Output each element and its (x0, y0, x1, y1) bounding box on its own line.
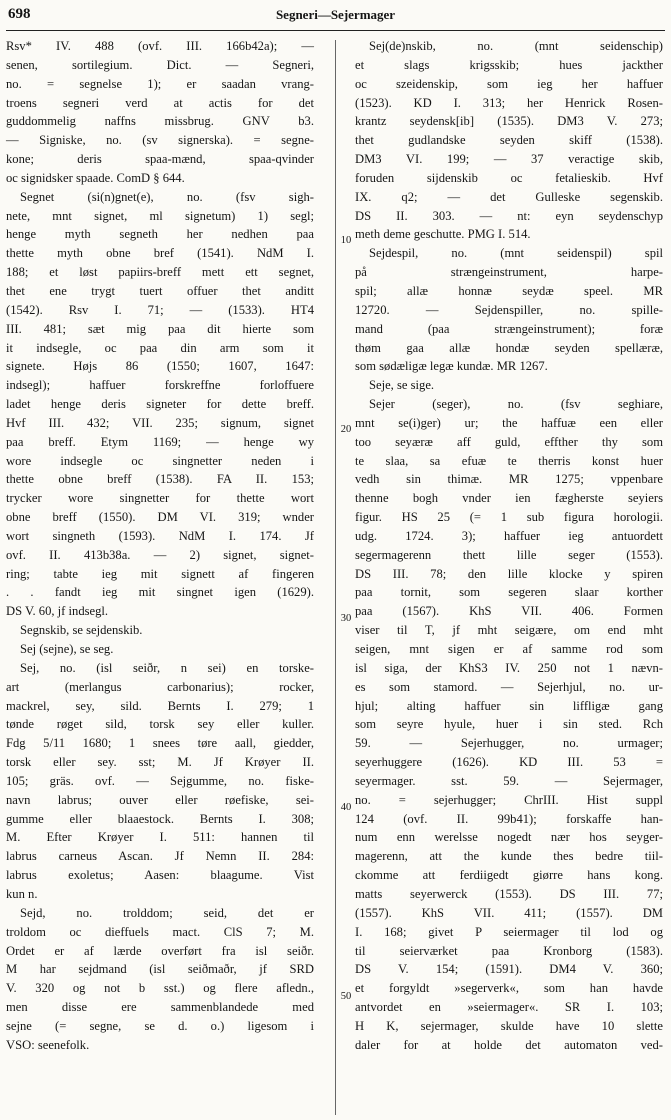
text-line: sejne (= segne, se d. o.) ligesom i (6, 1018, 314, 1033)
column-divider (335, 40, 336, 1115)
line-number: 20 (340, 424, 352, 435)
text-line: Ordet er af lærde overført fra isl seiðr. (6, 943, 314, 958)
text-line: senen, sortilegium. Dict. — Segneri, (6, 57, 314, 72)
text-line: som sødæligæ legæ kundæ. MR 1267. (355, 359, 548, 374)
text-line: på strængeinstrument, harpe- (355, 265, 663, 280)
text-line: thet gudlandske seyden skiff (1538). (355, 133, 663, 148)
text-line: antvordet en »seiermager«. SR I. 103; (355, 1000, 663, 1015)
right-column (355, 37, 663, 1055)
text-line: torsk eller sey. sst; M. Jf Krøyer II. (6, 755, 314, 770)
header-rule (6, 30, 665, 31)
text-line: III. 481; sæt mig paa dit hierte som (6, 321, 314, 336)
text-line: thette myth obne bref (1541). NdM I. (6, 246, 314, 261)
text-line: DS V. 60, jf indsegl. (6, 604, 109, 619)
text-line: Segnskib, se sejdenskib. (20, 623, 143, 638)
text-line: thette obne breff (1538). FA II. 153; (6, 472, 314, 487)
page-number: 698 (8, 6, 31, 22)
text-line: guddommelig naffns missbrug. GNV b3. (6, 114, 314, 129)
text-line: M. Efter Krøyer I. 511: hannen til (6, 830, 314, 845)
text-line: hjul; alting haffuer sin liffligæ gang (355, 698, 663, 713)
text-line: (1557). KhS VII. 411; (1557). DM (355, 905, 663, 920)
text-line: seyerhuggere (1626). KD III. 53 = (355, 755, 663, 770)
text-line: Sejer (seger), no. (fsv seghiare, (369, 397, 663, 412)
text-line: no. = segnelse 1); er saadan vrang- (6, 76, 314, 91)
text-line: I. 168; givet P seiermager til lod og (355, 924, 663, 939)
text-line: M har sejdmand (isl seiðmaðr, jf SRD (6, 962, 314, 977)
text-line: paa tornit, som segeren slaar korther (355, 585, 663, 600)
text-line: oc signidsker spaade. ComD § 644. (6, 170, 185, 185)
text-line: ring; tabte ieg mit signett af fingeren (6, 566, 314, 581)
text-line: et slags krigsskib; hues jackther (355, 57, 663, 72)
text-line: no. = sejerhugger; ChrIII. Hist suppl (355, 792, 663, 807)
text-line: indsegl); haffuer forskreffne forloffuere (6, 378, 314, 393)
text-line: DS III. 78; den lille klocke y spiren (355, 566, 663, 581)
text-line: art (merlangus carbonarius); rocker, (6, 679, 314, 694)
text-line: ckomme att ferdiigedt giørre hans kong. (355, 868, 663, 883)
text-line: krantz seydensk[ib] (1535). DM3 V. 273; (355, 114, 663, 129)
text-line: seigen, mnt sigen er af samme rod som (355, 642, 663, 656)
text-line: Sej, no. (isl seiðr, n sei) en torske- (20, 660, 314, 675)
text-line: V. 320 og not b sst.) og flere afledn., (6, 981, 314, 996)
text-line: trycker wore singnetter for thette wort (6, 491, 314, 506)
text-line: viser til T, jf mht seigære, om end mht (355, 623, 663, 638)
text-line: num enn werelsse nogedt nær hos seyger- (355, 830, 663, 845)
text-line: Sej (sejne), se seg. (20, 642, 114, 656)
text-line: too seyæræ aff guld, effther thy som (355, 434, 663, 449)
text-line: troens segneri verd at actis for det (6, 95, 314, 110)
text-line: foruden sijdenskib oc fetalieskib. Hvf (355, 170, 663, 185)
text-line: kone; deris spaa-mænd, spaa-qvinder (6, 152, 314, 167)
text-line: 12720. — Sejdenspiller, no. spille- (355, 302, 663, 317)
line-number: 40 (340, 802, 352, 813)
text-line: daler for at holde det automaton ved- (355, 1037, 663, 1052)
text-line: troldom oc dieffuels mact. ClS 7; M. (6, 924, 314, 939)
left-column (6, 37, 314, 1055)
text-line: kun n. (6, 886, 38, 901)
text-line: (1523). KD I. 313; her Henrick Rosen- (355, 95, 663, 110)
text-line: DS II. 303. — nt: eyn seydenschyp (355, 208, 663, 223)
text-line: henge myth segneth her nedhen paa (6, 227, 314, 242)
text-line: labrus carneus Ascan. Jf Nemn II. 284: (6, 849, 314, 864)
text-line: navn labrus; ouver eller røefiske, sei- (6, 792, 314, 807)
text-line: matts seyerwerck (1553). DS III. 77; (355, 886, 663, 901)
text-line: DS V. 154; (1591). DM4 V. 360; (355, 962, 663, 977)
line-number: 10 (340, 235, 352, 246)
text-line: udg. 1724. 3); haffuer ieg antuordett (355, 528, 663, 543)
running-title: Segneri—Sejermager (275, 7, 396, 22)
text-line: labrus exoletus; Aasen: blaagume. Vist (6, 868, 314, 883)
text-line: IX. q2; — det Gulleske segenskib. (355, 189, 663, 204)
text-line: 124 (ovf. II. 99b41); forskaffe han- (355, 811, 663, 826)
text-line: meth deme geschutte. PMG I. 514. (355, 227, 531, 242)
text-line: 105; gräs. ovf. — Sejgumme, no. fiske- (6, 773, 314, 788)
text-line: (1542). Rsv I. 71; — (1533). HT4 (6, 302, 314, 317)
text-line: H K, sejermager, skulde have 10 slette (355, 1018, 663, 1033)
text-line: thenne bogh vnder ien fægherste seyiers (355, 491, 663, 506)
text-line: Sejd, no. trolddom; seid, det er (20, 905, 314, 920)
text-line: vedh sin thimæ. MR 1275; vppenbare (355, 472, 663, 487)
text-line: thet ene trygt tuert offuer thet anditt (6, 283, 314, 298)
text-line: mnt se(i)ger) ur; the haffuæ een eller (355, 415, 663, 430)
text-line: . . fandt ieg mit singnet igen (1629). (6, 585, 314, 600)
text-line: seyermager. sst. 59. — Sejermager, (355, 773, 663, 788)
text-line: signete. Højs 86 (1550; 1607, 1647: (6, 359, 314, 374)
text-line: magerenn, att the kunde thes bedre tiil- (355, 849, 663, 864)
text-line: VSO: seenefolk. (6, 1037, 90, 1052)
text-line: Fdg 5/11 1680; 1 snees tøre aall, giedder, (6, 736, 314, 751)
text-line: es som stamord. — Sejerhjul, no. ur- (355, 679, 663, 694)
text-line: men disse ere sammenblandede med (6, 1000, 314, 1015)
text-line: wort singneth (1593). NdM I. 174. Jf (6, 528, 314, 543)
text-line: isl siga, der KhS3 IV. 250 not 1 nævn- (355, 660, 663, 675)
text-line: 59. — Sejerhugger, no. urmager; (355, 736, 663, 751)
text-line: som seyre hyule, huer i sin sted. Rch (355, 717, 663, 732)
text-line: Sejdespil, no. (mnt seidenspil) spil (369, 246, 663, 261)
text-line: til seierværket paa Kronborg (1583). (355, 943, 663, 958)
text-line: 188; et løst papiirs-breff mett ett segnet, (6, 265, 314, 280)
line-number: 30 (340, 613, 352, 624)
text-line: mand (paa strængeinstrument); foræ (355, 321, 663, 336)
text-line: ovf. II. 413b38a. — 2) signet, signet- (6, 547, 314, 562)
text-line: tønde røget sild, torsk sey eller kuller. (6, 717, 314, 732)
text-line: oc szeidenskip, som ieg her haffuer (355, 76, 663, 91)
text-line: gumme eller blaaestock. Bernts I. 308; (6, 811, 314, 826)
text-line: Sej(de)nskib, no. (mnt seidenschip) (369, 39, 663, 53)
text-line: Hvf III. 432; VII. 235; signum, signet (6, 415, 314, 430)
text-line: wore indsegle oc singnetter neden i (6, 453, 314, 468)
text-line: paa (1567). KhS VII. 406. Formen (355, 604, 663, 619)
text-line: obne breff (1550). DM VI. 319; wnder (6, 510, 314, 525)
text-line: te slaa, sa efuæ te therris konst huer (355, 453, 663, 468)
text-line: — Signiske, no. (sv signerska). = segne- (6, 133, 314, 148)
text-line: thøm gaa allæ hondæ seyden spellæræ, (355, 340, 663, 355)
text-line: spil; allæ honnæ seydæ speel. MR (355, 283, 663, 298)
text-line: ladet henge deris signeter for dette breff. (6, 397, 314, 412)
text-line: mackrel, sey, sild. Bernts I. 279; 1 (6, 698, 314, 713)
text-line: DM3 VI. 199; — 37 veractige skib, (355, 152, 663, 167)
line-number: 50 (340, 991, 352, 1002)
text-line: nete, mnt signet, ml signetum) 1) segl; (6, 208, 314, 223)
text-line: Segnet (si(n)gnet(e), no. (fsv sigh- (20, 189, 314, 204)
text-line: Rsv* IV. 488 (ovf. III. 166b42a); — (6, 39, 314, 53)
text-line: Seje, se sige. (369, 378, 435, 393)
text-line: figur. HS 25 (= 1 sub figura horologii. (355, 510, 663, 525)
text-line: segermagerenn thett lille seger (1553). (355, 547, 663, 562)
text-line: it indsegle, oc paa din arm som it (6, 340, 314, 355)
text-line: et forgyldt »segerverk«, som han havde (355, 981, 663, 996)
text-line: paa breff. Etym 1169; — henge wy (6, 434, 314, 449)
